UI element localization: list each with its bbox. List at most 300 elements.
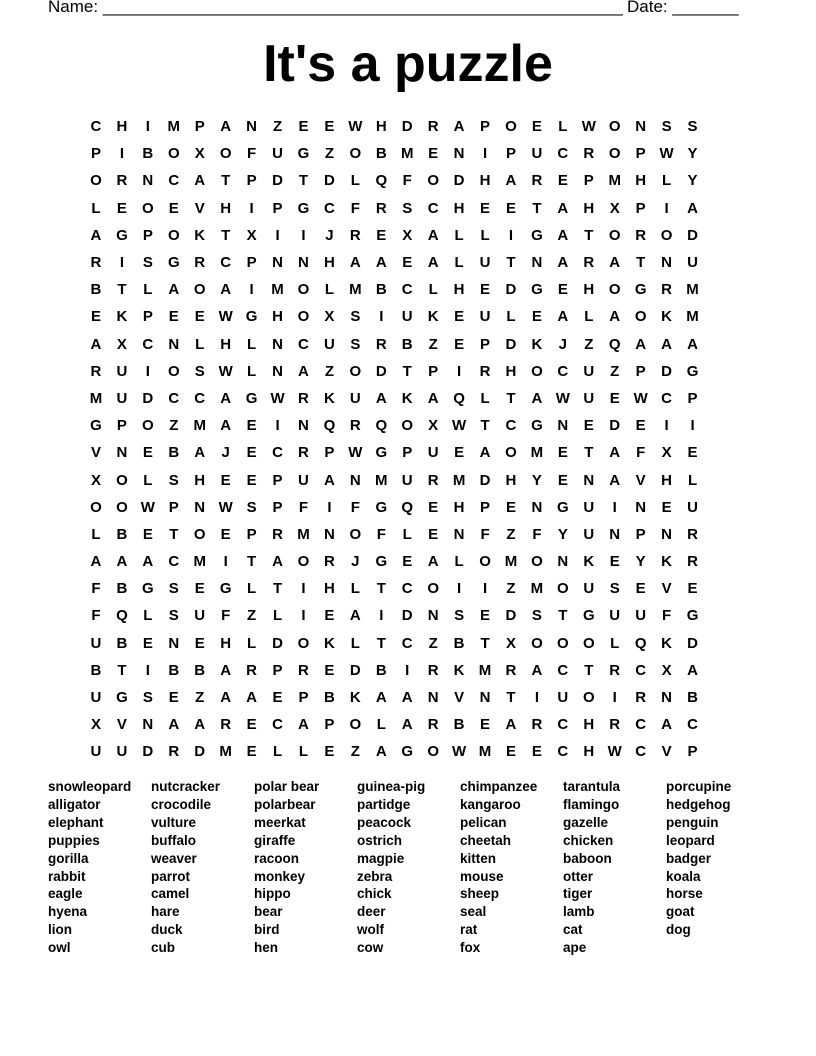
grid-cell: L [584, 308, 594, 326]
grid-cell: K [116, 308, 128, 326]
grid-cell: H [661, 471, 673, 489]
grid-cell: N [116, 444, 128, 462]
grid-cell: K [323, 634, 335, 652]
grid-cell: J [221, 444, 230, 462]
grid-cell: S [661, 118, 672, 136]
grid-cell: G [634, 281, 647, 299]
word-item: dog [666, 922, 691, 938]
word-column [460, 778, 563, 957]
grid-cell: Z [350, 743, 360, 761]
grid-cell: E [557, 471, 568, 489]
grid-cell: D [142, 743, 154, 761]
grid-cell: U [116, 743, 128, 761]
word-column [151, 778, 254, 957]
grid-cell: W [270, 389, 285, 407]
grid-cell: P [272, 471, 283, 489]
grid-cell: X [324, 308, 335, 326]
word-item: alligator [48, 796, 101, 812]
grid-cell: T [221, 226, 231, 244]
grid-cell: O [634, 308, 647, 326]
word-item: hare [151, 904, 180, 920]
grid-cell: Q [375, 417, 388, 435]
grid-cell: A [687, 199, 698, 217]
grid-cell: D [401, 118, 413, 136]
grid-cell: N [168, 335, 180, 353]
grid-cell: E [168, 689, 179, 707]
grid-cell: A [90, 553, 102, 571]
grid-cell: P [90, 145, 101, 163]
letter-grid [83, 113, 735, 766]
grid-cell: G [116, 689, 128, 707]
word-item: parrot [151, 868, 191, 884]
word-item: cat [563, 922, 583, 938]
grid-cell: B [116, 634, 128, 652]
grid-cell: O [531, 634, 543, 652]
grid-cell: R [272, 525, 283, 543]
grid-cell: D [272, 634, 283, 652]
grid-cell: I [690, 417, 695, 435]
grid-cell: E [272, 689, 283, 707]
grid-cell: P [298, 689, 309, 707]
grid-cell: E [609, 389, 620, 407]
grid-cell: Q [116, 607, 128, 625]
grid-cell: S [687, 118, 698, 136]
grid-cell: H [635, 172, 647, 190]
grid-cell: E [298, 118, 309, 136]
grid-cell: C [427, 199, 439, 217]
grid-cell: L [480, 226, 490, 244]
grid-cell: E [324, 661, 335, 679]
grid-cell: T [272, 580, 283, 598]
grid-cell: C [194, 389, 206, 407]
grid-cell: K [661, 308, 673, 326]
grid-cell: A [427, 254, 439, 272]
grid-cell: I [457, 362, 462, 380]
grid-cell: I [223, 553, 228, 571]
grid-cell: O [608, 281, 621, 299]
grid-cell: A [401, 716, 413, 734]
grid-cell: R [505, 661, 517, 679]
grid-row [83, 412, 735, 439]
grid-cell: W [218, 362, 233, 380]
word-list [48, 778, 769, 957]
grid-row [83, 439, 735, 466]
grid-cell: G [375, 444, 388, 462]
grid-cell: W [348, 444, 363, 462]
grid-cell: U [401, 471, 413, 489]
word-item: giraffe [254, 832, 296, 848]
grid-cell: U [687, 254, 698, 272]
grid-cell: E [168, 308, 179, 326]
grid-cell: N [272, 335, 283, 353]
grid-cell: V [194, 199, 205, 217]
grid-cell: D [194, 743, 206, 761]
grid-cell: M [478, 743, 492, 761]
grid-cell: E [246, 444, 257, 462]
grid-cell: H [583, 281, 595, 299]
grid-cell: W [452, 417, 467, 435]
grid-cell: O [167, 226, 180, 244]
grid-cell: Y [687, 145, 698, 163]
grid-cell: S [194, 362, 205, 380]
grid-cell: O [608, 145, 621, 163]
grid-cell: L [298, 743, 309, 761]
grid-cell: P [324, 444, 335, 462]
grid-cell: R [609, 661, 621, 679]
grid-cell: O [167, 145, 180, 163]
word-item: partidge [357, 796, 411, 812]
grid-cell: I [482, 580, 488, 598]
grid-cell: E [480, 281, 491, 299]
grid-cell: C [272, 444, 283, 462]
word-item: penguin [666, 814, 719, 830]
grid-row [83, 738, 735, 765]
grid-cell: P [272, 199, 283, 217]
grid-cell: S [531, 607, 542, 625]
grid-cell: P [635, 362, 646, 380]
grid-cell: X [505, 634, 516, 652]
grid-cell: A [168, 281, 180, 299]
word-item: leopard [666, 832, 715, 848]
grid-cell: N [168, 634, 180, 652]
grid-cell: A [90, 226, 102, 244]
word-item: sheep [460, 886, 500, 902]
grid-cell: L [143, 607, 153, 625]
grid-cell: O [297, 308, 310, 326]
grid-cell: B [401, 335, 413, 353]
grid-cell: L [558, 118, 568, 136]
grid-cell: E [324, 743, 335, 761]
grid-cell: L [350, 634, 360, 652]
grid-cell: E [557, 172, 568, 190]
grid-cell: C [168, 553, 180, 571]
grid-cell: P [635, 145, 646, 163]
grid-cell: S [402, 199, 413, 217]
grid-cell: T [480, 417, 490, 435]
grid-cell: U [583, 580, 595, 598]
grid-cell: K [401, 389, 413, 407]
grid-cell: D [453, 172, 465, 190]
grid-cell: L [687, 471, 698, 489]
grid-cell: N [427, 689, 439, 707]
word-item: crocodile [151, 796, 212, 812]
grid-cell: O [193, 281, 206, 299]
grid-cell: A [505, 172, 517, 190]
grid-cell: C [505, 417, 517, 435]
grid-cell: D [375, 362, 387, 380]
grid-cell: E [142, 525, 153, 543]
word-item: hyena [48, 904, 88, 920]
grid-cell: P [246, 525, 257, 543]
grid-cell: R [609, 716, 621, 734]
grid-cell: P [246, 172, 257, 190]
grid-cell: H [505, 471, 517, 489]
grid-cell: A [531, 389, 543, 407]
grid-cell: H [505, 362, 517, 380]
grid-cell: I [145, 118, 150, 136]
word-item: zebra [357, 868, 393, 884]
grid-cell: I [275, 226, 280, 244]
grid-cell: N [557, 553, 569, 571]
grid-cell: L [454, 254, 464, 272]
grid-cell: Z [506, 580, 516, 598]
grid-cell: B [375, 661, 387, 679]
grid-cell: E [220, 525, 231, 543]
grid-cell: R [583, 145, 595, 163]
grid-cell: R [479, 362, 491, 380]
grid-cell: N [583, 471, 595, 489]
grid-cell: E [531, 308, 542, 326]
grid-cell: U [298, 471, 309, 489]
grid-cell: F [402, 172, 412, 190]
grid-cell: B [90, 661, 102, 679]
grid-cell: E [661, 498, 672, 516]
grid-cell: W [218, 498, 233, 516]
grid-cell: I [379, 607, 384, 625]
word-item: duck [151, 922, 183, 938]
grid-cell: F [247, 145, 257, 163]
grid-cell: Y [635, 553, 646, 571]
grid-cell: I [664, 199, 669, 217]
grid-cell: I [249, 281, 254, 299]
grid-cell: A [609, 471, 621, 489]
word-item: lamb [563, 904, 595, 920]
grid-cell: A [349, 254, 361, 272]
grid-cell: W [633, 389, 648, 407]
grid-cell: C [661, 389, 673, 407]
grid-cell: I [145, 661, 150, 679]
grid-cell: T [506, 389, 516, 407]
grid-cell: C [557, 716, 569, 734]
grid-cell: V [661, 743, 672, 761]
grid-cell: B [375, 281, 387, 299]
word-item: bird [254, 922, 280, 938]
grid-cell: P [142, 308, 153, 326]
grid-cell: O [531, 362, 543, 380]
word-item: puppies [48, 832, 100, 848]
grid-cell: R [349, 226, 361, 244]
grid-cell: H [116, 118, 128, 136]
grid-cell: T [169, 525, 179, 543]
grid-cell: A [427, 553, 439, 571]
grid-cell: N [661, 254, 673, 272]
grid-cell: E [246, 743, 257, 761]
word-item: nutcracker [151, 779, 221, 794]
grid-cell: N [194, 498, 206, 516]
grid-cell: T [584, 444, 594, 462]
word-item: kitten [460, 850, 497, 866]
header [48, 0, 748, 22]
grid-cell: O [427, 743, 439, 761]
grid-cell: U [272, 145, 283, 163]
grid-cell: W [607, 743, 622, 761]
grid-cell: U [635, 607, 647, 625]
grid-cell: D [505, 607, 517, 625]
word-item: cow [357, 940, 384, 956]
grid-cell: T [584, 226, 594, 244]
grid-cell: G [219, 580, 232, 598]
grid-cell: E [583, 417, 594, 435]
word-item: hippo [254, 886, 291, 902]
word-item: eagle [48, 886, 83, 902]
grid-cell: I [145, 362, 150, 380]
grid-cell: A [220, 118, 232, 136]
grid-cell: P [428, 362, 439, 380]
grid-cell: T [402, 362, 412, 380]
grid-cell: G [686, 607, 699, 625]
grid-cell: N [298, 254, 309, 272]
grid-cell: F [532, 525, 542, 543]
grid-cell: C [401, 281, 413, 299]
grid-cell: C [635, 716, 647, 734]
grid-cell: X [246, 226, 257, 244]
grid-cell: S [142, 689, 153, 707]
grid-cell: I [482, 145, 488, 163]
word-item: magpie [357, 850, 405, 866]
word-item: flamingo [563, 796, 620, 812]
word-item: rat [460, 922, 478, 938]
grid-cell: P [635, 199, 646, 217]
grid-cell: I [275, 417, 280, 435]
grid-cell: H [583, 716, 595, 734]
grid-cell: R [427, 716, 439, 734]
word-item: lion [48, 922, 72, 938]
grid-cell: W [140, 498, 155, 516]
grid-cell: C [557, 145, 569, 163]
grid-cell: A [557, 254, 569, 272]
grid-cell: Y [687, 172, 698, 190]
grid-row [83, 630, 735, 657]
grid-cell: I [119, 254, 124, 272]
grid-cell: L [91, 525, 101, 543]
grid-cell: M [193, 417, 206, 435]
grid-cell: L [428, 281, 438, 299]
grid-cell: A [323, 471, 335, 489]
grid-cell: E [246, 417, 257, 435]
grid-cell: E [142, 634, 153, 652]
word-item: meerkat [254, 814, 306, 830]
grid-cell: O [349, 145, 362, 163]
grid-cell: E [142, 444, 153, 462]
grid-cell: R [427, 661, 439, 679]
grid-cell: S [350, 335, 361, 353]
grid-cell: R [349, 417, 361, 435]
word-item: hedgehog [666, 796, 731, 812]
grid-cell: R [298, 661, 309, 679]
grid-cell: I [612, 689, 617, 707]
grid-cell: R [531, 716, 543, 734]
grid-cell: B [453, 716, 465, 734]
grid-cell: T [558, 607, 568, 625]
grid-cell: B [142, 145, 154, 163]
grid-cell: E [168, 199, 179, 217]
grid-cell: I [301, 580, 306, 598]
grid-cell: S [350, 308, 361, 326]
grid-cell: X [194, 145, 205, 163]
grid-cell: Z [324, 362, 334, 380]
grid-cell: T [636, 254, 646, 272]
grid-cell: G [531, 226, 543, 244]
grid-cell: C [557, 362, 569, 380]
grid-cell: V [661, 580, 672, 598]
grid-cell: P [687, 389, 698, 407]
grid-cell: C [168, 389, 180, 407]
grid-cell: F [376, 525, 386, 543]
grid-cell: K [531, 335, 543, 353]
grid-cell: F [91, 580, 101, 598]
grid-cell: A [194, 444, 206, 462]
grid-cell: D [349, 661, 361, 679]
grid-cell: N [349, 471, 361, 489]
grid-cell: O [427, 580, 439, 598]
grid-cell: M [89, 389, 103, 407]
grid-cell: O [582, 689, 595, 707]
grid-cell: D [609, 417, 621, 435]
grid-cell: U [90, 689, 102, 707]
grid-cell: N [298, 417, 309, 435]
grid-cell: O [297, 281, 310, 299]
grid-cell: A [557, 308, 569, 326]
grid-cell: P [116, 417, 127, 435]
grid-cell: T [532, 199, 542, 217]
grid-cell: T [221, 172, 231, 190]
word-item: seal [460, 904, 487, 920]
grid-cell: B [375, 145, 387, 163]
grid-cell: L [350, 172, 360, 190]
grid-cell: A [557, 226, 569, 244]
grid-cell: A [375, 254, 387, 272]
grid-cell: N [661, 525, 673, 543]
grid-cell: A [427, 226, 439, 244]
grid-cell: P [272, 498, 283, 516]
grid-cell: U [401, 308, 413, 326]
grid-cell: U [349, 389, 361, 407]
grid-cell: I [664, 417, 669, 435]
word-column [666, 778, 769, 957]
grid-cell: H [220, 335, 232, 353]
grid-cell: M [686, 281, 699, 299]
grid-cell: H [453, 199, 465, 217]
grid-cell: O [608, 118, 621, 136]
word-item: weaver [151, 850, 197, 866]
grid-cell: V [90, 444, 101, 462]
grid-row [83, 521, 735, 548]
grid-cell: O [90, 498, 102, 516]
grid-cell: A [142, 553, 154, 571]
grid-cell: E [376, 226, 387, 244]
grid-cell: W [218, 308, 233, 326]
grid-cell: M [478, 661, 492, 679]
grid-cell: O [193, 525, 206, 543]
grid-cell: N [531, 498, 543, 516]
grid-cell: C [635, 743, 647, 761]
grid-cell: A [609, 444, 621, 462]
grid-cell: R [427, 118, 439, 136]
grid-cell: B [453, 634, 465, 652]
grid-cell: M [167, 118, 181, 136]
grid-cell: R [90, 254, 102, 272]
grid-cell: L [480, 389, 490, 407]
word-item: ostrich [357, 832, 403, 848]
grid-cell: K [661, 553, 673, 571]
grid-cell: N [661, 689, 673, 707]
grid-cell: U [531, 145, 543, 163]
word-item: monkey [254, 868, 306, 884]
grid-cell: L [376, 716, 386, 734]
grid-cell: O [90, 172, 102, 190]
grid-cell: G [167, 254, 180, 272]
grid-cell: G [686, 362, 699, 380]
